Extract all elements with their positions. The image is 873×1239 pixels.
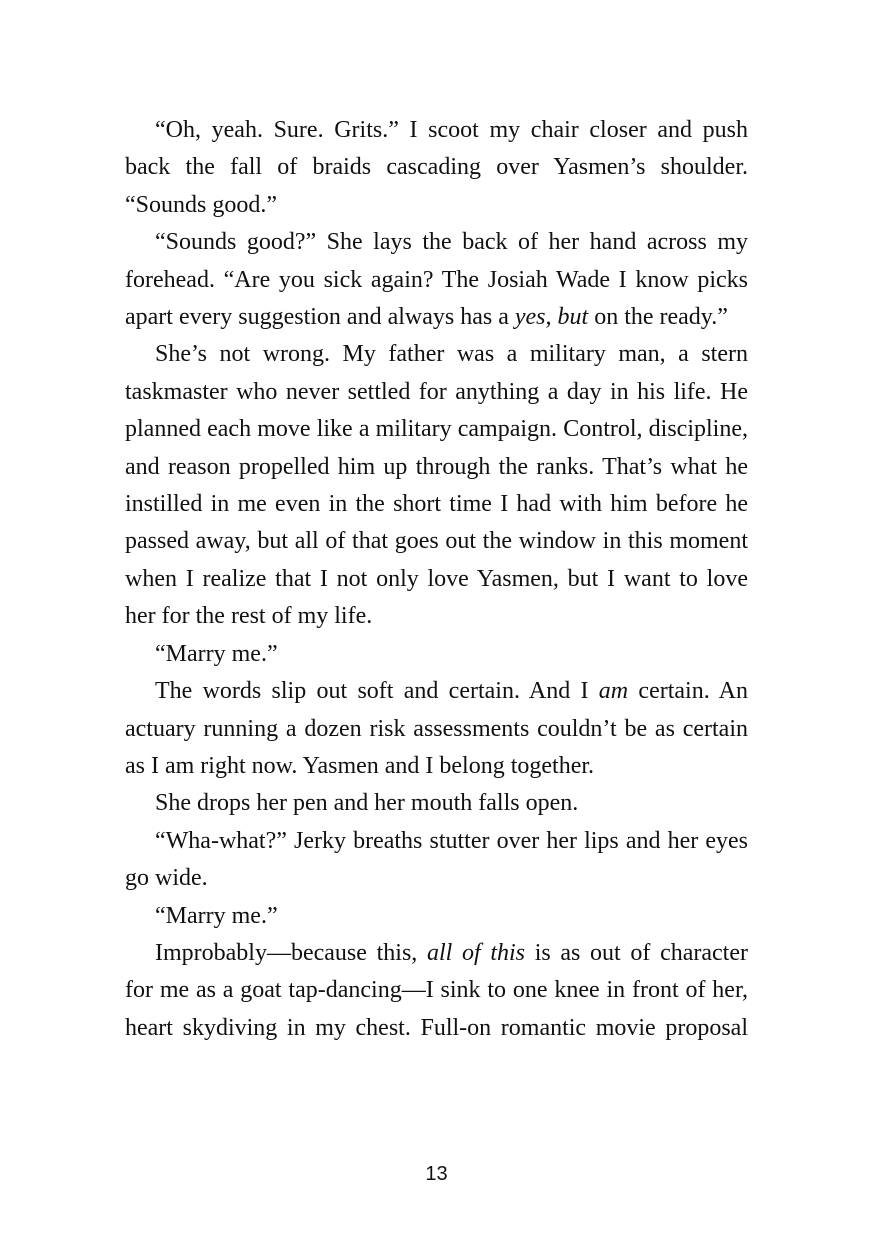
text-segment: is as out of character for me as a goat tap-dancing—I sink to one knee in front of her, heart skydiving in my chest. Full-on romantic movie proposal <box>125 939 748 1041</box>
text-segment: “Marry me.” <box>155 902 278 929</box>
paragraph <box>125 673 748 785</box>
text-segment: Improbably—because this, <box>155 939 427 966</box>
text-segment: “Sounds good?” She lays the back of her hand across my forehead. “Are you sick again? The Josiah Wade I know picks apart every suggestion and always has a <box>125 229 748 331</box>
italic-text: am <box>598 678 629 705</box>
text-segment: certain. An actuary running a dozen risk assessments couldn’t be as certain as I am right now. Yasmen and I belong together. <box>125 678 748 779</box>
text-segment: She’s not wrong. My father was a military man, a stern taskmaster who never settled for anything a day in his life. He planned each move like a military campaign. Control, discipline, and reason propelled him up through the ranks. That’s what he instilled in me even in the short time I had with him before he passed away, but all of that goes out the window in this moment when I realize that I not only love Yasmen, but I want to love her for the rest of my life. <box>125 341 748 630</box>
paragraph <box>125 336 748 635</box>
paragraph <box>125 112 748 224</box>
text-segment: The words slip out soft and certain. And I <box>155 678 599 705</box>
page-number: 13 <box>425 1163 448 1185</box>
paragraph <box>125 935 748 1047</box>
body-text <box>125 112 748 1047</box>
paragraph <box>125 636 748 673</box>
paragraph <box>125 224 748 336</box>
paragraph <box>125 785 748 822</box>
text-segment: She drops her pen and her mouth falls open. <box>155 790 579 817</box>
text-segment: “Marry me.” <box>155 640 278 667</box>
paragraph <box>125 898 748 935</box>
paragraph <box>125 823 748 898</box>
text-segment: “Oh, yeah. Sure. Grits.” I scoot my chair closer and push back the fall of braids cascading over Yasmen’s shoulder. “Sounds good.” <box>125 117 748 218</box>
italic-text: yes, but <box>514 304 589 331</box>
italic-text: all of this <box>426 939 526 966</box>
text-segment: on the ready.” <box>588 304 728 331</box>
text-segment: “Wha-what?” Jerky breaths stutter over her lips and her eyes go wide. <box>125 827 748 892</box>
